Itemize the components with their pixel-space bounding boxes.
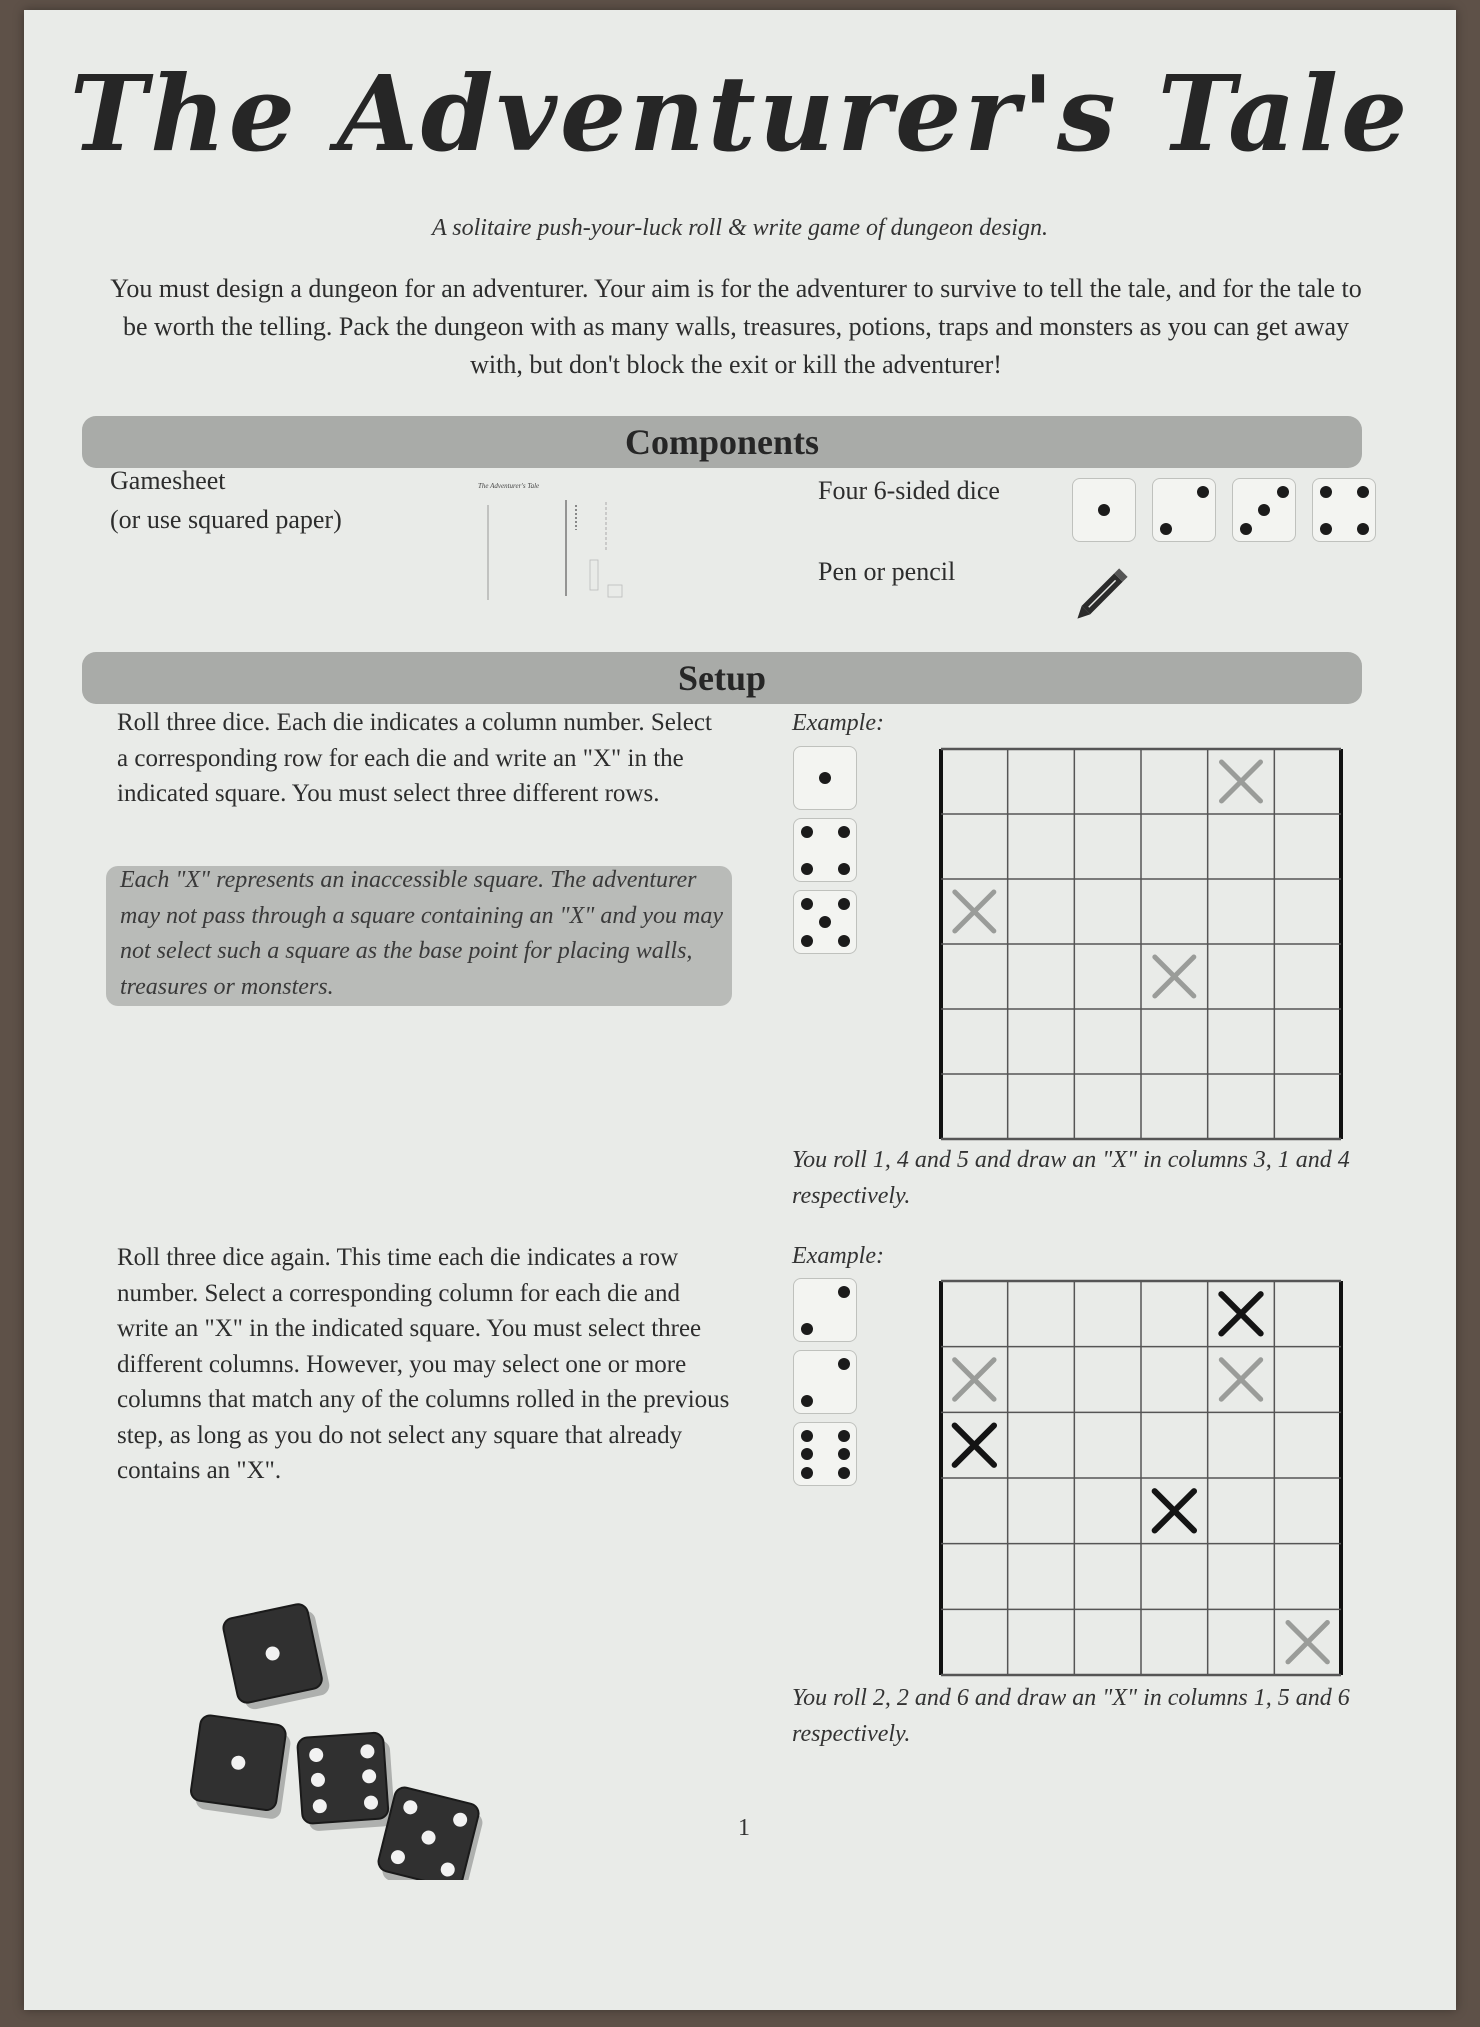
die-pip [838,935,850,947]
setup-step1-text: Roll three dice. Each die indicates a column number. Select a corresponding row for each die and write an "X" in the indicated square. You must select three different rows. [117,709,712,807]
die-pip [1197,486,1209,498]
component-die-2 [1152,478,1216,542]
die-pip [1320,486,1332,498]
example1-x-mark [1222,762,1261,801]
page-title: The Adventurer's Tale [69,52,1411,175]
component-die-3 [1232,478,1296,542]
die-pip [801,826,813,838]
gamesheet-thumbnail [448,470,648,605]
svg-text:The Adventurer's Tale: The Adventurer's Tale [478,482,540,490]
photo-die-3 [297,1732,395,1832]
photo-dice [160,1600,500,1880]
die-pip [838,863,850,875]
die-pip [819,772,831,784]
example2-die-3 [793,1422,857,1486]
example2-x-mark [955,1425,994,1464]
die-pip [838,1286,850,1298]
components-heading: Components [82,416,1362,468]
die-pip [801,1467,813,1479]
die-pip [801,1323,813,1335]
die-pip [1357,523,1369,535]
photo-die-1 [222,1601,332,1712]
example1-die-2 [793,818,857,882]
example2-x-mark [1155,1491,1194,1530]
gamesheet-note: (or use squared paper) [110,505,342,534]
die-pip [1258,504,1270,516]
example2-x-mark [1221,1360,1260,1399]
die-pip [1357,486,1369,498]
pencil-component-label: Pen or pencil [818,557,956,586]
gamesheet-label: Gamesheet [110,466,226,495]
example1-x-mark [1155,957,1194,996]
dice-component-label: Four 6-sided dice [818,476,1000,505]
example1-label: Example: [792,710,884,736]
example2-die-2 [793,1350,857,1414]
die-pip [838,1430,850,1442]
die-pip [1240,523,1252,535]
die-pip [838,1448,850,1460]
example2-label: Example: [792,1243,884,1269]
example2-die-1 [793,1278,857,1342]
setup-heading: Setup [82,652,1362,704]
setup-step2-text: Roll three dice again. This time each die indicates a row number. Select a corresponding column for each die and write an "X" in the indicated square. You must select three different columns. However, you may select one or more columns that match any of the columns rolled in the previous step, as long as you do not select any square that already contains an "X". [117,1244,730,1484]
page-number: 1 [738,1815,750,1841]
example1-caption: You roll 1, 4 and 5 and draw an "X" in columns 3, 1 and 4 respectively. [792,1147,1350,1209]
die-pip [819,916,831,928]
die-pip [801,1395,813,1407]
die-pip [801,935,813,947]
component-die-1 [1072,478,1136,542]
die-pip [801,1448,813,1460]
die-pip [838,1467,850,1479]
die-pip [838,1358,850,1370]
example2-caption: You roll 2, 2 and 6 and draw an "X" in columns 1, 5 and 6 respectively. [792,1685,1350,1747]
die-pip [1320,523,1332,535]
die-pip [1160,523,1172,535]
die-pip [1098,504,1110,516]
subtitle: A solitaire push-your-luck roll & write game of dungeon design. [432,215,1048,241]
example2-grid [938,1278,1344,1678]
component-die-4 [1312,478,1376,542]
die-pip [801,1430,813,1442]
example2-x-mark [955,1360,994,1399]
example2-x-mark [1288,1622,1327,1661]
die-pip [801,863,813,875]
die-pip [1277,486,1289,498]
note-text: Each "X" represents an inaccessible square. The adventurer may not pass through a square containing an "X" and you may not select such a square as the base point for placing walls, treasures or monsters. [120,867,723,1000]
die-pip [838,826,850,838]
example1-die-3 [793,890,857,954]
die-pip [801,898,813,910]
example1-x-mark [955,892,994,931]
example2-x-mark [1221,1294,1260,1333]
intro-paragraph: You must design a dungeon for an adventurer. Your aim is for the adventurer to survive to tell the tale, and for the tale to be worth the telling. Pack the dungeon with as many walls, treasures, potions, traps and monsters as you can get away with, but don't block the exit or kill the adventurer! [110,274,1362,379]
example1-grid [938,746,1344,1142]
die-pip [838,898,850,910]
example1-die-1 [793,746,857,810]
photo-die-2 [189,1714,293,1820]
pencil-icon [1070,556,1140,626]
